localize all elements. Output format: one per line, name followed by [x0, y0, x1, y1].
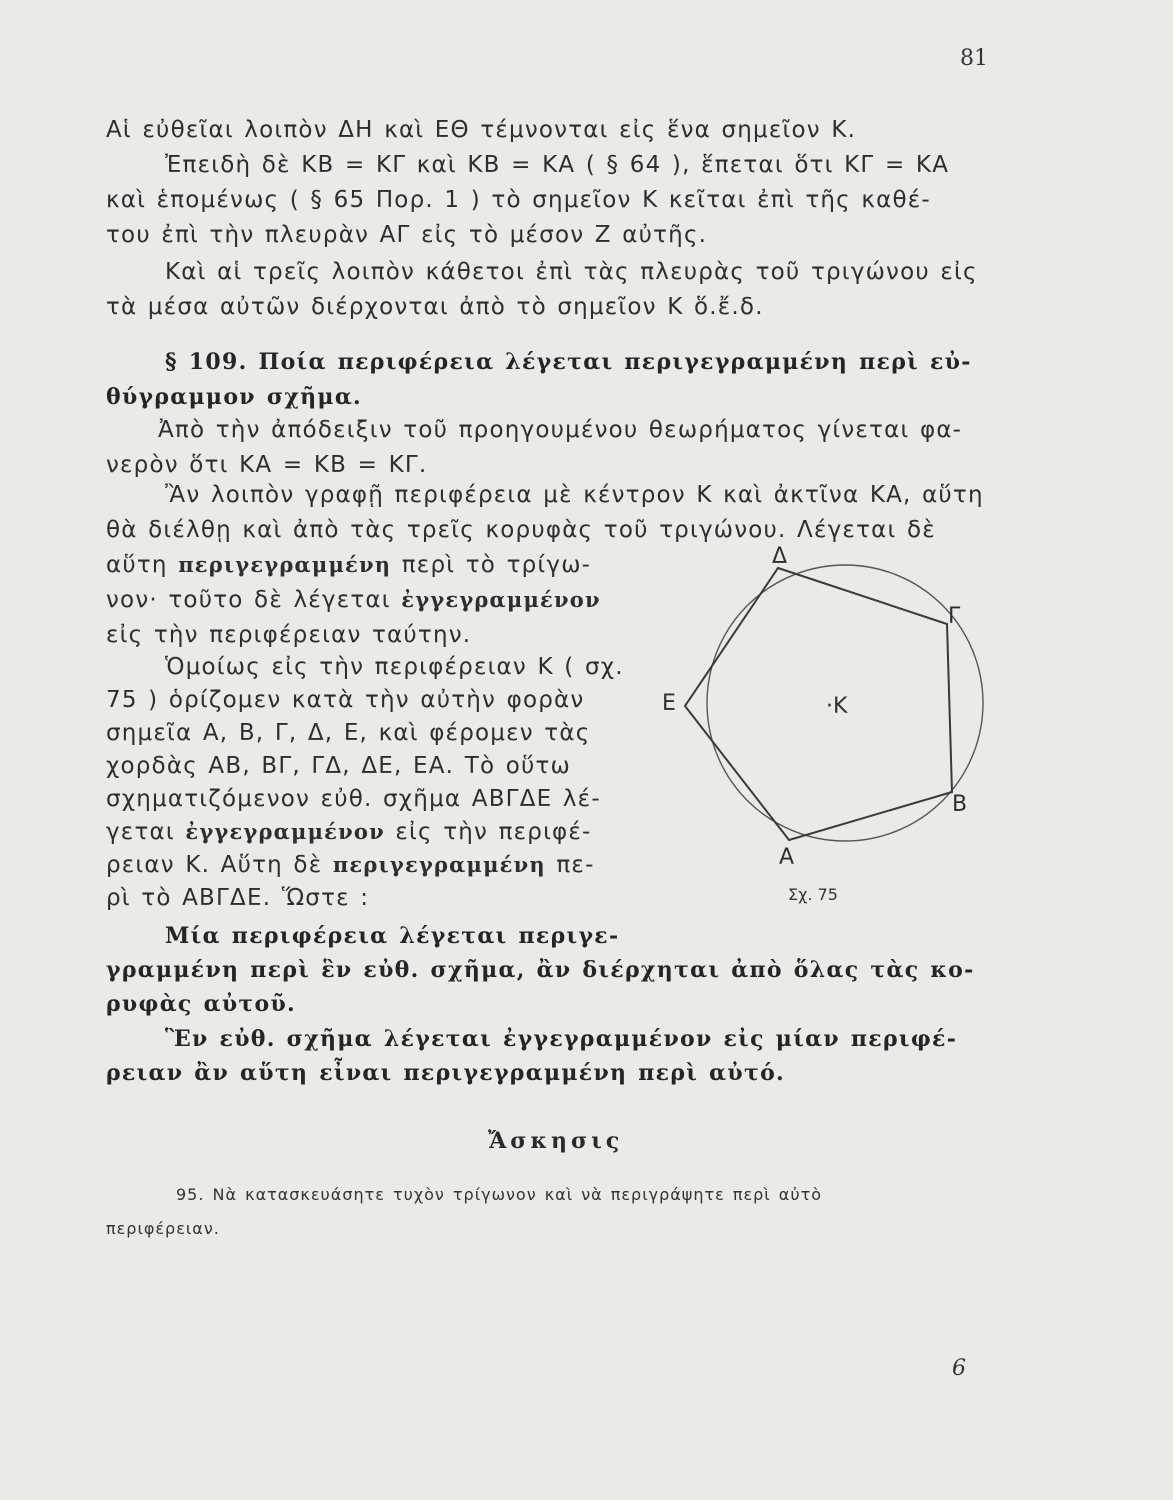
inscribed-pentagon-diagram: [650, 548, 990, 918]
bold-term: ἐγγεγραμμένον: [185, 819, 385, 844]
definition-1-line-2: γραμμένη περὶ ἓν εὐθ. σχῆμα, ἂν διέρχηται ἀπὸ ὅλας τὰς κο-: [106, 957, 975, 983]
paragraph-5-line-4: χορδὰς ΑΒ, ΒΓ, ΓΔ, ΔΕ, ΕΑ. Τὸ οὕτω: [106, 753, 572, 779]
paragraph-1-line-2: Ἐπειδὴ δὲ ΚΒ = ΚΓ καὶ ΚΒ = ΚΑ ( § 64 ), ἕπεται ὅτι ΚΓ = ΚΑ: [165, 152, 950, 178]
paragraph-4-line-4: [106, 588, 601, 613]
paragraph-4-line-5: εἰς τὴν περιφέρειαν ταύτην.: [106, 622, 472, 648]
definition-2-line-2: ρειαν ἂν αὕτη εἶναι περιγεγραμμένη περὶ αὐτό.: [106, 1060, 786, 1086]
section-heading-line-2: θύγραμμον σχῆμα.: [106, 384, 363, 410]
definition-2-line-1: Ἓν εὐθ. σχῆμα λέγεται ἐγγεγραμμένον εἰς μίαν περιφέ-: [165, 1026, 958, 1052]
paragraph-5-line-3: σημεῖα Α, Β, Γ, Δ, Ε, καὶ φέρομεν τὰς: [106, 720, 591, 746]
paragraph-5-line-5: σχηματιζόμενον εὐθ. σχῆμα ΑΒΓΔΕ λέ-: [106, 786, 601, 812]
text-span: εἰς τὴν περιφέ-: [384, 819, 592, 845]
inscribed-pentagon: [685, 568, 952, 840]
definition-1-line-1: Μία περιφέρεια λέγεται περιγε-: [165, 923, 620, 949]
paragraph-5-line-7: [106, 853, 595, 878]
text-span: γεται: [106, 819, 186, 845]
figure-caption: Σχ. 75: [788, 885, 838, 904]
vertex-label-alpha: Α: [779, 845, 795, 870]
text-span: νον· τοῦτο δὲ λέγεται: [106, 587, 402, 613]
exercise-95-line-1: 95. Νὰ κατασκευάσητε τυχὸν τρίγωνον καὶ νὰ περιγράψητε περὶ αὐτὸ: [176, 1185, 823, 1204]
paragraph-5-line-8: ρὶ τὸ ΑΒΓΔΕ. Ὥστε :: [106, 885, 370, 911]
paragraph-5-line-2: 75 ) ὁρίζομεν κατὰ τὴν αὐτὴν φορὰν: [106, 687, 585, 713]
paragraph-2-line-1: Καὶ αἱ τρεῖς λοιπὸν κάθετοι ἐπὶ τὰς πλευρὰς τοῦ τριγώνου εἰς: [165, 259, 978, 285]
paragraph-1-line-3: καὶ ἑπομένως ( § 65 Πορ. 1 ) τὸ σημεῖον Κ κεῖται ἐπὶ τῆς καθέ-: [106, 187, 931, 213]
bold-term: ἐγγεγραμμένον: [401, 587, 601, 612]
center-label-kappa: ·Κ: [826, 694, 848, 719]
figure-75: [650, 544, 990, 918]
paragraph-3-line-1: Ἀπὸ τὴν ἀπόδειξιν τοῦ προηγουμένου θεωρήματος γίνεται φα-: [158, 417, 963, 443]
exercise-95-line-2: περιφέρειαν.: [106, 1219, 220, 1238]
vertex-label-delta: Δ: [772, 544, 788, 569]
paragraph-5-line-6: [106, 820, 592, 845]
vertex-label-beta: Β: [952, 792, 968, 817]
paragraph-4-line-1: Ἂν λοιπὸν γραφῇ περιφέρεια μὲ κέντρον Κ καὶ ἀκτῖνα ΚΑ, αὕτη: [165, 482, 984, 508]
text-span: αὕτη: [106, 552, 179, 578]
bold-term: περιγεγραμμένη: [178, 552, 392, 577]
signature-number: 6: [952, 1356, 966, 1381]
paragraph-1-line-1: Αἱ εὐθεῖαι λοιπὸν ΔΗ καὶ ΕΘ τέμνονται εἰς ἕνα σημεῖον Κ.: [106, 117, 857, 143]
paragraph-4-line-3: [106, 553, 591, 578]
vertex-label-epsilon: Ε: [662, 691, 676, 716]
vertex-label-gamma: Γ: [948, 604, 961, 629]
text-span: περὶ τὸ τρίγω-: [391, 552, 592, 578]
section-heading-line-1: § 109. Ποία περιφέρεια λέγεται περιγεγραμμένη περὶ εὐ-: [165, 349, 972, 375]
paragraph-3-line-2: νερὸν ὅτι ΚΑ = ΚΒ = ΚΓ.: [106, 452, 428, 478]
paragraph-1-line-4: του ἐπὶ τὴν πλευρὰν ΑΓ εἰς τὸ μέσον Ζ αὐτῆς.: [106, 222, 708, 248]
bold-term: περιγεγραμμένη: [332, 852, 546, 877]
paragraph-2-line-2: τὰ μέσα αὐτῶν διέρχονται ἀπὸ τὸ σημεῖον Κ ὅ.ἔ.δ.: [106, 294, 764, 320]
text-span: πε-: [545, 852, 595, 878]
text-span: ρειαν Κ. Αὕτη δὲ: [106, 852, 333, 878]
paragraph-4-line-2: θὰ διέλθῃ καὶ ἀπὸ τὰς τρεῖς κορυφὰς τοῦ τριγώνου. Λέγεται δὲ: [106, 517, 936, 543]
definition-1-line-3: ρυφὰς αὐτοῦ.: [106, 991, 296, 1017]
paragraph-5-line-1: Ὁμοίως εἰς τὴν περιφέρειαν Κ ( σχ.: [165, 654, 624, 680]
exercise-title: Ἄσκησις: [488, 1128, 624, 1154]
page-number: 81: [960, 46, 988, 71]
